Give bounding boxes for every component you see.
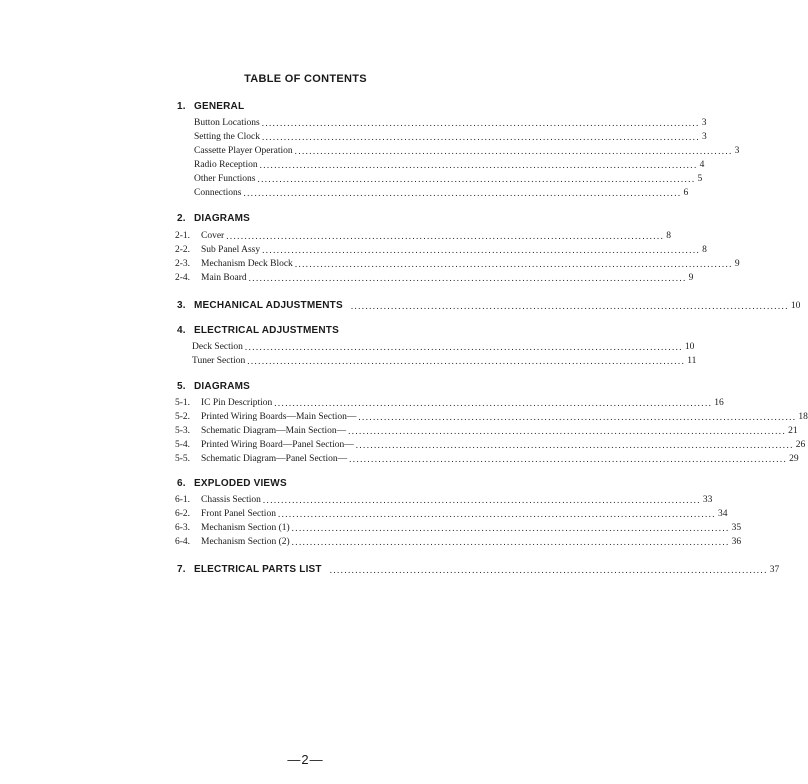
page-title: TABLE OF CONTENTS: [244, 73, 367, 85]
toc-entry-label: IC Pin Description: [201, 398, 273, 408]
toc-entry-page: 29: [789, 454, 799, 464]
section-heading: [177, 213, 250, 224]
toc-entry-page: 8: [666, 231, 671, 241]
toc-entry-page: 10: [790, 301, 801, 311]
leader-dots: ........................................................................................................................: [259, 160, 698, 170]
section-heading: [177, 478, 287, 489]
leader-dots: ........................................................................................................................: [248, 273, 687, 283]
leader-dots: ........................................................................................................................: [261, 132, 700, 142]
toc-entry-label: Setting the Clock: [194, 132, 260, 142]
toc-entry[interactable]: [175, 395, 724, 408]
toc-entry[interactable]: [175, 506, 728, 519]
toc-entry-number: 5-4.: [175, 440, 191, 450]
toc-entry[interactable]: [194, 115, 707, 128]
section-number: 5.: [177, 381, 186, 392]
toc-entry-page: 37: [769, 565, 780, 575]
toc-entry-label: Cover: [201, 231, 225, 241]
toc-entry-number: 6-3.: [175, 523, 191, 533]
section-heading: [177, 381, 250, 392]
toc-entry-page: 8: [702, 245, 707, 255]
toc-entry-number: 5-1.: [175, 398, 191, 408]
toc-entry-label: Schematic Diagram—Main Section—: [201, 426, 347, 436]
toc-entry[interactable]: [175, 228, 671, 241]
leader-dots: ........................................................................................................................: [294, 146, 733, 156]
toc-entry-label: Front Panel Section: [201, 509, 276, 519]
toc-entry-label: Other Functions: [194, 174, 256, 184]
toc-entry-number: 6-4.: [175, 537, 191, 547]
section-title: ELECTRICAL PARTS LIST: [194, 564, 322, 575]
toc-entry-page: 18: [798, 412, 808, 422]
leader-dots: ........................................................................................................................: [349, 454, 788, 464]
section-title: MECHANICAL ADJUSTMENTS: [194, 300, 343, 311]
toc-entry-number: 5-2.: [175, 412, 191, 422]
toc-entry-label: Mechanism Deck Block: [201, 259, 293, 269]
leader-dots: ........................................................................................................................: [355, 440, 794, 450]
toc-entry-number: 6-1.: [175, 495, 191, 505]
toc-entry[interactable]: [175, 520, 742, 533]
section-number: 1.: [177, 101, 186, 112]
toc-entry-number: 5-5.: [175, 454, 191, 464]
leader-dots: ........................................................................................................................: [294, 259, 733, 269]
toc-entry-label: Tuner Section: [192, 356, 246, 366]
section-number: 4.: [177, 325, 186, 336]
leader-dots: ........................................................................................................................: [262, 495, 701, 505]
toc-entry-page: 26: [795, 440, 806, 450]
section-title: DIAGRAMS: [194, 213, 251, 224]
toc-entry[interactable]: [175, 451, 799, 464]
section-title: DIAGRAMS: [194, 381, 251, 392]
leader-dots: ........................................................................................................................: [274, 398, 713, 408]
toc-section-entry[interactable]: [177, 561, 780, 575]
toc-entry[interactable]: [175, 437, 806, 450]
toc-entry-number: 2-1.: [175, 231, 191, 241]
toc-entry-number: 2-4.: [175, 273, 191, 283]
leader-dots: ........................................................................................................................: [261, 118, 700, 128]
leader-dots: ........................................................................................................................: [291, 523, 730, 533]
section-title: GENERAL: [194, 101, 245, 112]
leader-dots: ........................................................................................................................: [329, 565, 768, 575]
toc-entry[interactable]: [194, 185, 689, 198]
page-number: —2—: [287, 752, 324, 767]
toc-entry-page: 36: [731, 537, 742, 547]
toc-entry[interactable]: [175, 256, 740, 269]
section-heading: [177, 564, 322, 575]
toc-entry[interactable]: [175, 242, 707, 255]
section-heading: [177, 101, 244, 112]
toc-entry-page: 16: [714, 398, 724, 408]
toc-entry[interactable]: [175, 492, 713, 505]
toc-entry[interactable]: [175, 423, 798, 436]
toc-entry-page: 6: [683, 188, 689, 198]
toc-entry[interactable]: [175, 409, 808, 422]
toc-entry[interactable]: [192, 353, 697, 366]
section-title: ELECTRICAL ADJUSTMENTS: [194, 325, 339, 336]
toc-entry-page: 3: [734, 146, 740, 156]
leader-dots: ........................................................................................................................: [262, 245, 701, 255]
toc-entry-page: 21: [788, 426, 798, 436]
toc-entry[interactable]: [192, 339, 695, 352]
toc-entry-label: Main Board: [201, 273, 247, 283]
leader-dots: ........................................................................................................................: [291, 537, 730, 547]
section-heading: [177, 325, 339, 336]
toc-entry-page: 11: [687, 356, 697, 366]
toc-entry-label: Cassette Player Operation: [194, 146, 293, 156]
toc-entry[interactable]: [194, 129, 707, 142]
leader-dots: ........................................................................................................................: [243, 188, 682, 198]
toc-section-entry[interactable]: [177, 297, 801, 311]
toc-entry-page: 5: [697, 174, 703, 184]
toc-entry-page: 9: [688, 273, 694, 283]
leader-dots: ........................................................................................................................: [257, 174, 696, 184]
toc-entry-label: Mechanism Section (2): [201, 537, 290, 547]
section-number: 2.: [177, 213, 186, 224]
leader-dots: ........................................................................................................................: [350, 301, 789, 311]
section-number: 6.: [177, 478, 186, 489]
leader-dots: ........................................................................................................................: [247, 356, 686, 366]
toc-entry-number: 6-2.: [175, 509, 191, 519]
section-heading: [177, 300, 343, 311]
leader-dots: ........................................................................................................................: [358, 412, 797, 422]
toc-entry-number: 2-3.: [175, 259, 191, 269]
toc-entry-page: 10: [684, 342, 695, 352]
toc-entry-page: 9: [734, 259, 740, 269]
section-title: EXPLODED VIEWS: [194, 478, 287, 489]
toc-entry-label: Connections: [194, 188, 242, 198]
toc-entry-label: Schematic Diagram—Panel Section—: [201, 454, 348, 464]
toc-entry-label: Mechanism Section (1): [201, 523, 290, 533]
toc-entry-label: Radio Reception: [194, 160, 258, 170]
toc-entry-number: 5-3.: [175, 426, 191, 436]
toc-entry-page: 3: [701, 132, 707, 142]
toc-entry-label: Sub Panel Assy: [201, 245, 261, 255]
toc-entry-label: Button Locations: [194, 118, 260, 128]
section-number: 7.: [177, 564, 186, 575]
leader-dots: ........................................................................................................................: [226, 231, 665, 241]
toc-entry-number: 2-2.: [175, 245, 191, 255]
toc-entry-page: 35: [731, 523, 742, 533]
toc-entry-page: 34: [717, 509, 728, 519]
toc-entry[interactable]: [175, 270, 694, 283]
toc-entry[interactable]: [194, 143, 740, 156]
toc-entry[interactable]: [194, 157, 705, 170]
toc-entry-label: Printed Wiring Boards—Main Section—: [201, 412, 357, 422]
section-number: 3.: [177, 300, 186, 311]
leader-dots: ........................................................................................................................: [244, 342, 683, 352]
toc-entry-page: 3: [701, 118, 707, 128]
toc-entry[interactable]: [175, 534, 742, 547]
toc-entry-page: 4: [699, 160, 705, 170]
toc-entry-label: Chassis Section: [201, 495, 261, 505]
leader-dots: ........................................................................................................................: [348, 426, 787, 436]
toc-entry-label: Printed Wiring Board—Panel Section—: [201, 440, 354, 450]
toc-entry[interactable]: [194, 171, 703, 184]
toc-entry-label: Deck Section: [192, 342, 243, 352]
leader-dots: ........................................................................................................................: [277, 509, 716, 519]
toc-entry-page: 33: [702, 495, 713, 505]
